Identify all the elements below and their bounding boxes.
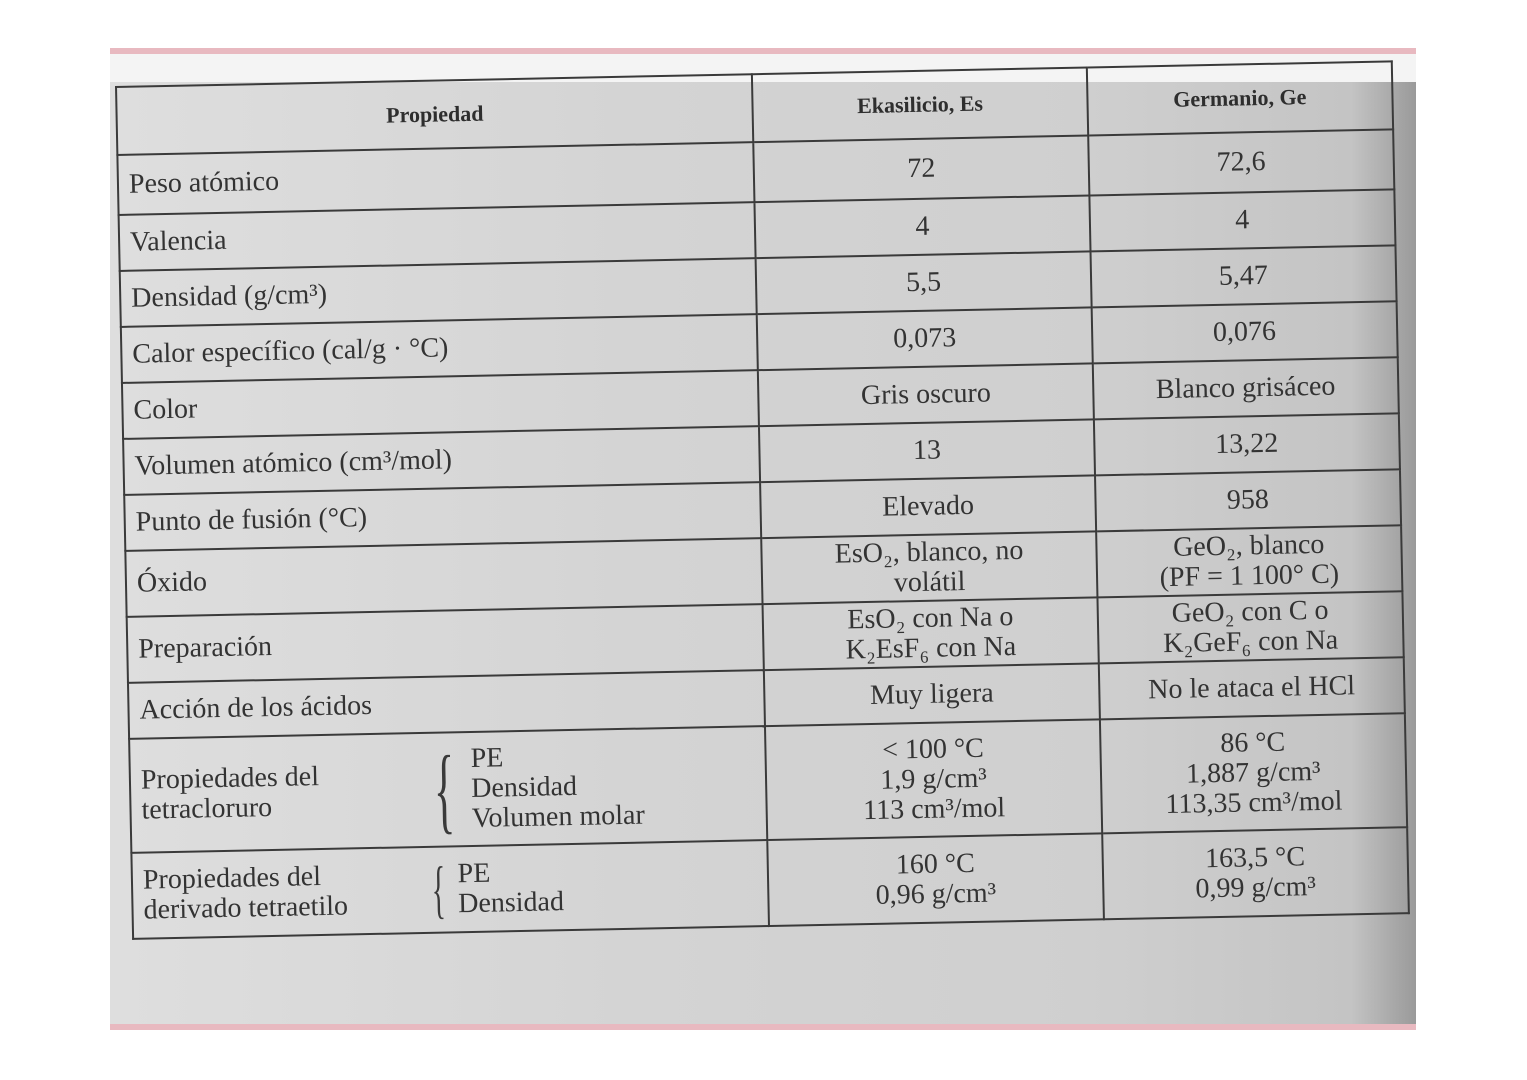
group-label-line: tetracloruro bbox=[141, 791, 273, 826]
ekasilicon-cell: Muy ligera bbox=[764, 663, 1099, 726]
value-line: 113,35 cm³/mol bbox=[1165, 785, 1343, 821]
value-line: volátil bbox=[893, 566, 966, 599]
germanium-cell: 958 bbox=[1095, 469, 1401, 531]
property-cell: Valencia bbox=[119, 202, 756, 271]
ekasilicon-cell bbox=[763, 597, 1099, 670]
property-cell bbox=[129, 726, 768, 853]
ekasilicon-cell: 72 bbox=[754, 135, 1089, 202]
value-line: K₂GeF₆ con Na bbox=[1162, 624, 1339, 660]
subproperty-list bbox=[470, 741, 645, 834]
value-line: 1,887 g/cm³ bbox=[1185, 755, 1321, 790]
property-cell: Punto de fusión (°C) bbox=[124, 482, 761, 551]
value-line: GeO₂, blanco bbox=[1172, 528, 1325, 563]
value-line: 160 °C bbox=[895, 847, 976, 881]
header-germanium: Germanio, Ge bbox=[1086, 61, 1393, 135]
properties-table-container bbox=[115, 60, 1410, 939]
ekasilicon-cell bbox=[768, 833, 1104, 926]
value-line: 163,5 °C bbox=[1204, 841, 1306, 875]
grouped-property bbox=[143, 851, 759, 927]
germanium-cell bbox=[1102, 827, 1409, 919]
ekasilicon-cell bbox=[762, 531, 1098, 604]
value-line: K₂EsF₆ con Na bbox=[845, 631, 1017, 666]
ekasilicon-cell: 5,5 bbox=[756, 251, 1091, 314]
germanium-cell: 4 bbox=[1089, 189, 1395, 251]
property-cell: Calor específico (cal/g · °C) bbox=[121, 314, 758, 383]
properties-comparison-table bbox=[115, 60, 1410, 939]
grouped-property bbox=[140, 735, 756, 843]
value-line: 86 °C bbox=[1219, 726, 1286, 759]
subproperty: Volumen molar bbox=[471, 799, 646, 834]
property-cell: Preparación bbox=[127, 604, 765, 683]
property-cell: Volumen atómico (cm³/mol) bbox=[123, 426, 760, 495]
germanium-cell: 72,6 bbox=[1088, 129, 1395, 195]
subproperty: PE bbox=[457, 857, 491, 890]
slide-frame bbox=[110, 48, 1416, 1030]
subproperty: Densidad bbox=[457, 886, 565, 920]
group-label bbox=[141, 760, 422, 826]
germanium-cell bbox=[1097, 591, 1404, 663]
ekasilicon-cell: Gris oscuro bbox=[758, 363, 1093, 426]
germanium-cell: No le ataca el HCl bbox=[1098, 657, 1404, 719]
ekasilicon-cell: 0,073 bbox=[757, 307, 1092, 370]
value-line: 0,96 g/cm³ bbox=[875, 877, 997, 911]
subproperty: PE bbox=[470, 742, 504, 774]
value-line: GeO₂ con C o bbox=[1171, 594, 1329, 629]
group-label-line: Propiedades del bbox=[140, 761, 320, 796]
property-cell bbox=[131, 840, 769, 939]
ekasilicon-cell: 13 bbox=[759, 419, 1094, 482]
header-property: Propiedad bbox=[116, 74, 754, 155]
property-cell: Óxido bbox=[125, 538, 763, 617]
ekasilicon-cell bbox=[765, 719, 1101, 840]
germanium-cell: 13,22 bbox=[1094, 413, 1400, 475]
property-cell: Peso atómico bbox=[117, 142, 754, 215]
curly-brace-icon: { bbox=[430, 853, 447, 925]
group-label-line: Propiedades del bbox=[142, 861, 322, 896]
ekasilicon-cell: Elevado bbox=[760, 475, 1095, 538]
value-line: EsO₂ con Na o bbox=[847, 601, 1014, 636]
subproperty: Densidad bbox=[470, 770, 578, 804]
germanium-cell: 5,47 bbox=[1090, 245, 1396, 307]
group-label bbox=[143, 860, 424, 926]
value-line: 113 cm³/mol bbox=[862, 792, 1006, 827]
germanium-cell: Blanco grisáceo bbox=[1092, 357, 1398, 419]
property-cell: Densidad (g/cm³) bbox=[120, 258, 757, 327]
value-line: 0,99 g/cm³ bbox=[1195, 871, 1317, 905]
group-label-line: derivado tetraetilo bbox=[143, 890, 349, 926]
property-cell: Acción de los ácidos bbox=[128, 670, 765, 739]
value-line: 1,9 g/cm³ bbox=[880, 762, 988, 796]
header-ekasilicon: Ekasilicio, Es bbox=[752, 67, 1088, 142]
curly-brace-icon: { bbox=[432, 735, 456, 843]
germanium-cell bbox=[1096, 525, 1403, 597]
value-line: < 100 °C bbox=[881, 732, 985, 766]
subproperty-list bbox=[457, 857, 564, 919]
value-line: EsO₂, blanco, no bbox=[834, 534, 1024, 570]
germanium-cell: 0,076 bbox=[1091, 301, 1397, 363]
property-cell: Color bbox=[122, 370, 759, 439]
germanium-cell bbox=[1100, 713, 1408, 833]
value-line: (PF = 1 100° C) bbox=[1159, 558, 1340, 594]
ekasilicon-cell: 4 bbox=[755, 195, 1090, 258]
